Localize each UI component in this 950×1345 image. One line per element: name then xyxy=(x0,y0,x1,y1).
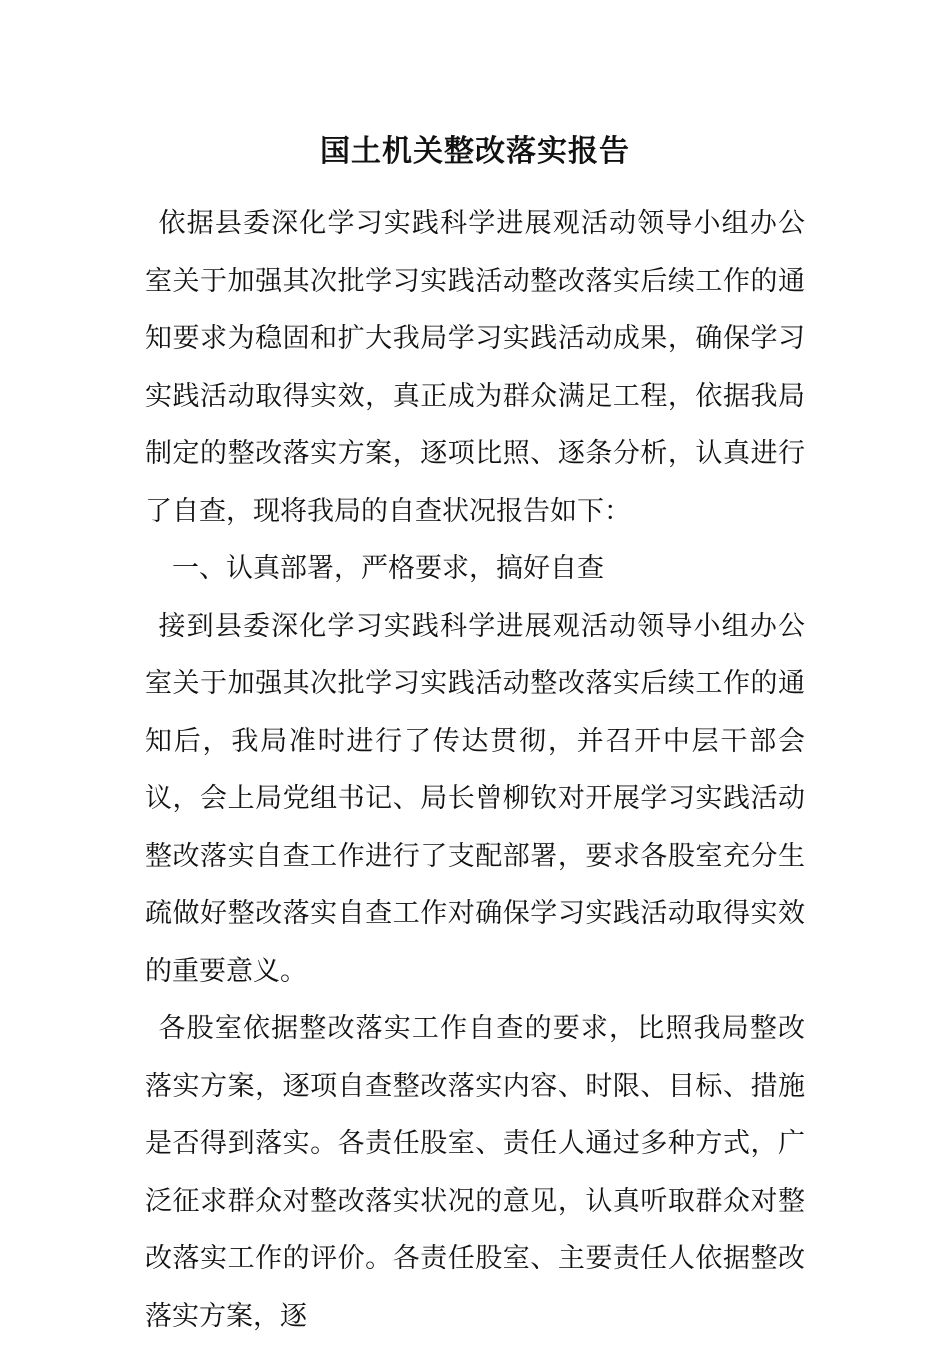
body-paragraph-intro: 依据县委深化学习实践科学进展观活动领导小组办公室关于加强其次批学习实践活动整改落实后续工作的通知要求为稳固和扩大我局学习实践活动成果，确保学习实践活动取得实效，真正成为群众满足工程，依据我局制定的整改落实方案，逐项比照、逐条分析，认真进行了自查，现将我局的自查状况报告如下： xyxy=(145,208,805,527)
document-body xyxy=(145,195,805,1345)
body-paragraph-self-check: 各股室依据整改落实工作自查的要求，比照我局整改落实方案，逐项自查整改落实内容、时限、目标、措施是否得到落实。各责任股室、责任人通过多种方式，广泛征求群众对整改落实状况的意见，认真听取群众对整改落实工作的评价。各责任股室、主要责任人依据整改落实方案，逐 xyxy=(145,1013,805,1332)
body-paragraph-deployment: 接到县委深化学习实践科学进展观活动领导小组办公室关于加强其次批学习实践活动整改落实后续工作的通知后，我局准时进行了传达贯彻，并召开中层干部会议，会上局党组书记、局长曾柳钦对开展学习实践活动整改落实自查工作进行了支配部署，要求各股室充分生疏做好整改落实自查工作对确保学习实践活动取得实效的重要意义。 xyxy=(145,610,805,987)
section-heading-1: 一、认真部署，严格要求，搞好自查 xyxy=(172,553,604,584)
document-title: 国土机关整改落实报告 xyxy=(320,134,630,169)
